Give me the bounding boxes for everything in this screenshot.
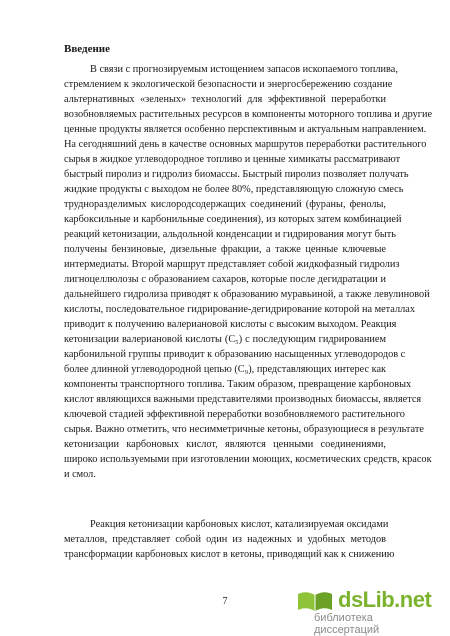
text-line: и смол. <box>64 469 96 480</box>
text-line: альтернативных «зеленых» технологий для эффективной переработки <box>64 94 386 105</box>
text-line: сырья. Важно отметить, что несимметричные кетоны, образующиеся в результате <box>64 424 424 435</box>
text-line: приводит к получению валериановой кислоты с высоким выходом. Реакция <box>64 319 397 330</box>
watermark-subtitle: библиотека диссертаций <box>314 612 380 636</box>
book-icon <box>296 589 334 613</box>
text-line: кислоты, последовательное гидрирование-дегидрирование которой на металлах <box>64 304 415 315</box>
text-line: лигноцеллюлозы с образованием сахаров, которые после дегидратации и <box>64 274 386 285</box>
text-line: быстрый пиролиз и гидролиз биомассы. Быстрый пиролиз позволяет получать <box>64 169 409 180</box>
page-number: 7 <box>222 596 228 607</box>
text-line: ключевой стадией эффективной переработки возобновляемого растительного <box>64 409 405 420</box>
text-line: кислот являющихся важными представителями производных биомассы, является <box>64 394 422 405</box>
text-line: В связи с прогнозируемым истощением запасов ископаемого топлива, <box>90 64 398 75</box>
text-line: трансформации карбоновых кислот в кетоны, приводящий как к снижению <box>64 549 395 560</box>
text-line: На сегодняшний день в качестве основных маршрутов переработки растительного <box>64 139 427 150</box>
text-line: металлов, представляет собой один из надежных и удобных методов <box>64 534 386 545</box>
text-line: реакций кетонизации, альдольной конденсации и гидрирования могут быть <box>64 229 396 240</box>
text-line: Реакция кетонизации карбоновых кислот, катализируемая оксидами <box>90 519 389 530</box>
section-heading: Введение <box>64 43 111 55</box>
text-line: кетонизации карбоновых кислот, являются ценными соединениями, <box>64 439 386 450</box>
text-line: возобновляемых растительных ресурсов в компоненты моторного топлива и другие <box>64 109 433 120</box>
text-line: карбоксильные и карбонильные соединения), из которых затем комбинацией <box>64 214 402 225</box>
text-line: более длинной углеводородной цепью (C₉), представляющих интерес как <box>64 364 387 375</box>
text-line: сырья в жидкое углеводородное топливо и ценные химикаты рассматривают <box>64 154 401 165</box>
text-line: ценные продукты является особенно перспективным и актуальным направлением. <box>64 124 427 135</box>
text-line: карбонильной группы приводит к образованию насыщенных углеводородов с <box>64 349 406 360</box>
text-line: кетонизации валериановой кислоты (C₅) с последующим гидрированием <box>64 334 386 345</box>
text-line: компоненты транспортного топлива. Таким образом, превращение карбоновых <box>64 379 412 390</box>
watermark-brand: dsLib.net <box>338 587 432 612</box>
text-line: трудноразделимых кислородсодержащих соединений (фураны, фенолы, <box>64 199 386 210</box>
text-line: получены бензиновые, дизельные фракции, а также ценные ключевые <box>64 244 386 255</box>
text-line: дальнейшего гидролиза приводят к образованию муравьиной, а также левулиновой <box>64 289 430 300</box>
watermark[interactable] <box>288 585 438 636</box>
text-line: стремлением к экологической безопасности и энергосбережению создание <box>64 79 393 90</box>
text-line: интермедиаты. Второй маршрут представляет собой жидкофазный гидролиз <box>64 259 400 270</box>
text-line: жидкие продукты с выходом не более 80%, представляющую сложную смесь <box>64 184 404 195</box>
text-line: широко используемыми при изготовлении моющих, косметических средств, красок <box>64 454 432 465</box>
